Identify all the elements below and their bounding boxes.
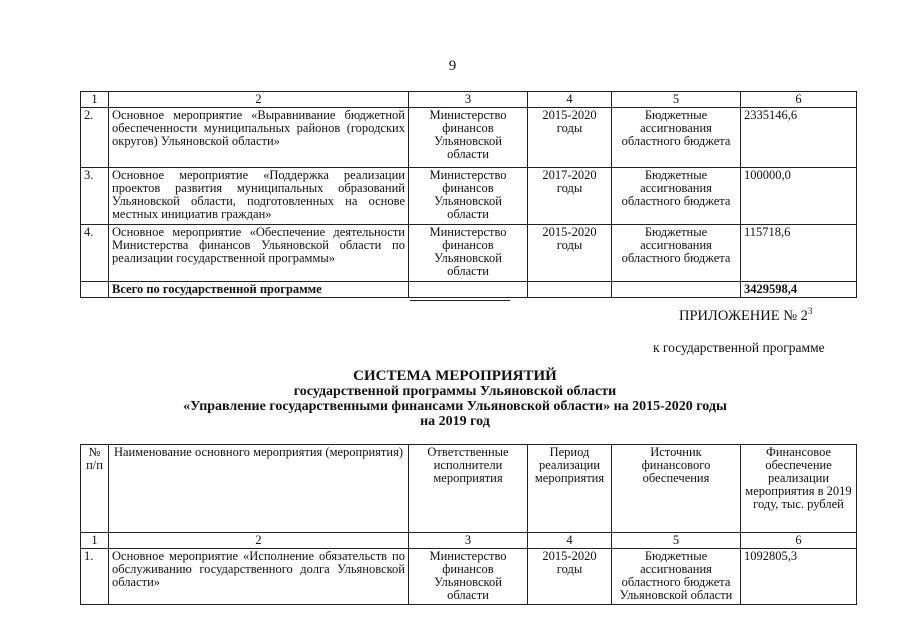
- funding-source: Бюджетные ассигнования областного бюджета: [612, 225, 741, 282]
- column-number: 6: [741, 92, 857, 108]
- column-number: 1: [81, 92, 109, 108]
- heading-year: на 2019 год: [420, 414, 490, 429]
- heading-title: СИСТЕМА МЕРОПРИЯТИЙ: [353, 368, 557, 384]
- activity-name: Основное мероприятие «Исполнение обязательств по обслуживанию государственного долга Ульяновской области»: [109, 549, 409, 605]
- appendix-label: [679, 306, 812, 325]
- activity-name: Основное мероприятие «Поддержка реализации проектов развития муниципальных образований Ульяновской области, подготовленных на основе местных инициатив граждан»: [109, 168, 409, 225]
- appendix-subtitle: к государственной программе: [653, 340, 825, 355]
- amount: 2335146,6: [741, 108, 857, 168]
- column-number-row: [81, 533, 857, 549]
- row-number: 3.: [81, 168, 109, 225]
- period: 2017-2020 годы: [528, 168, 612, 225]
- row-number: 4.: [81, 225, 109, 282]
- activity-name: Основное мероприятие «Обеспечение деятельности Министерства финансов Ульяновской области по реализации государственной программы»: [109, 225, 409, 282]
- total-label: Всего по государственной программе: [109, 282, 409, 298]
- column-number: 3: [409, 92, 528, 108]
- document-heading: [60, 369, 850, 429]
- column-number: 4: [528, 92, 612, 108]
- column-number: 2: [109, 533, 409, 549]
- amount: 115718,6: [741, 225, 857, 282]
- column-number: 6: [741, 533, 857, 549]
- top-table: [80, 91, 857, 298]
- table-row: [81, 108, 857, 168]
- funding-source: Бюджетные ассигнования областного бюджета Ульяновской области: [612, 549, 741, 605]
- divider: [410, 300, 510, 301]
- activities-table: [80, 444, 857, 605]
- total-amount: 3429598,4: [741, 282, 857, 298]
- header-source: Источник финансового обеспечения: [612, 445, 741, 533]
- executor: Министерство финансов Ульяновской области: [409, 225, 528, 282]
- executor: Министерство финансов Ульяновской области: [409, 108, 528, 168]
- header-row: [81, 445, 857, 533]
- header-name: Наименование основного мероприятия (мероприятия): [109, 445, 409, 533]
- amount: 1092805,3: [741, 549, 857, 605]
- header-amount: Финансовое обеспечение реализации мероприятия в 2019 году, тыс. рублей: [741, 445, 857, 533]
- appendix-text: ПРИЛОЖЕНИЕ № 2: [679, 308, 808, 324]
- table-row: [81, 225, 857, 282]
- column-number: 1: [81, 533, 109, 549]
- period: 2015-2020 годы: [528, 225, 612, 282]
- column-number: 4: [528, 533, 612, 549]
- header-executor: Ответственные исполнители мероприятия: [409, 445, 528, 533]
- column-number-row: [81, 92, 857, 108]
- header-period: Период реализации мероприятия: [528, 445, 612, 533]
- row-number: 1.: [81, 549, 109, 605]
- heading-line: государственной программы Ульяновской области: [293, 384, 617, 399]
- total-row: [81, 282, 857, 298]
- period: 2015-2020 годы: [528, 549, 612, 605]
- funding-source: Бюджетные ассигнования областного бюджета: [612, 108, 741, 168]
- column-number: 5: [612, 92, 741, 108]
- page-number: 9: [448, 58, 457, 74]
- executor: Министерство финансов Ульяновской области: [409, 168, 528, 225]
- header-no: № п/п: [81, 445, 109, 533]
- table-row: [81, 549, 857, 605]
- amount: 100000,0: [741, 168, 857, 225]
- activity-name: Основное мероприятие «Выравнивание бюджетной обеспеченности муниципальных районов (городских округов) Ульяновской области»: [109, 108, 409, 168]
- executor: Министерство финансов Ульяновской области: [409, 549, 528, 605]
- column-number: 2: [109, 92, 409, 108]
- column-number: 5: [612, 533, 741, 549]
- period: 2015-2020 годы: [528, 108, 612, 168]
- appendix-superscript: 3: [807, 306, 813, 316]
- table-row: [81, 168, 857, 225]
- row-number: 2.: [81, 108, 109, 168]
- column-number: 3: [409, 533, 528, 549]
- funding-source: Бюджетные ассигнования областного бюджета: [612, 168, 741, 225]
- heading-line: «Управление государственными финансами Ульяновской области» на 2015-2020 годы: [183, 399, 727, 414]
